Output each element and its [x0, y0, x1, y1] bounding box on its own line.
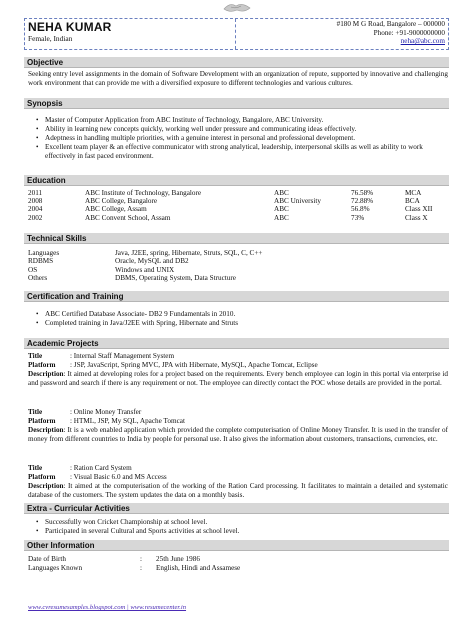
header-divider — [235, 19, 236, 49]
education-row — [28, 197, 448, 205]
edu-institute: ABC Convent School, Assam — [85, 213, 171, 222]
edu-degree: BCA — [405, 197, 420, 206]
extra-item: • Successfully won Cricket Championship at school level. — [36, 518, 448, 527]
section-certification-heading: Certification and Training — [24, 291, 449, 302]
section-skills-heading: Technical Skills — [24, 233, 449, 244]
skill-value: Java, J2EE, spring, Hibernate, Struts, SQL, C, C++ — [115, 249, 263, 257]
handshake-logo-icon — [222, 0, 252, 14]
project-platform-label: Platform — [28, 417, 56, 425]
certification-list — [36, 310, 448, 328]
project-platform: : JSP, JavaScript, Spring MVC, JPA with Hibernate, MySQL, Apache Tomcat, Eclipse — [70, 361, 318, 369]
project-platform-label: Platform — [28, 361, 56, 369]
edu-percent: 56.8% — [351, 205, 370, 214]
project-title-label: Title — [28, 408, 43, 416]
edu-board: ABC — [274, 189, 289, 197]
skill-label: Languages — [28, 249, 60, 257]
info-colon: : — [140, 564, 142, 572]
skill-value: Windows and UNIX — [115, 265, 175, 274]
synopsis-list — [36, 116, 448, 161]
edu-percent: 73% — [351, 213, 365, 222]
edu-degree: MCA — [405, 189, 422, 197]
info-value: 25th June 1986 — [156, 555, 200, 563]
info-row — [28, 564, 448, 573]
project-platform-label: Platform — [28, 473, 56, 481]
candidate-name: NEHA KUMAR — [28, 20, 112, 34]
certification-item: • Completed training in Java/J2EE with Spring, Hibernate and Struts — [36, 319, 448, 328]
info-colon: : — [140, 555, 142, 563]
skill-row — [28, 249, 448, 257]
skill-label: OS — [28, 265, 38, 274]
candidate-subtitle: Female, Indian — [28, 34, 73, 43]
project-description-label: Description — [28, 426, 64, 434]
edu-year: 2004 — [28, 205, 43, 214]
skill-value: Oracle, MySQL and DB2 — [115, 257, 189, 266]
project-title: : Internal Staff Management System — [70, 352, 175, 360]
education-row — [28, 214, 448, 222]
edu-year: 2011 — [28, 189, 43, 197]
education-row — [28, 205, 448, 213]
address-text: #180 M G Road, Bangalore – 000000 — [336, 20, 445, 28]
certification-item: • ABC Certified Database Associate- DB2 9 Fundamentals in 2010. — [36, 310, 448, 319]
project-description-label: Description — [28, 482, 64, 490]
section-extra-heading: Extra - Curricular Activities — [24, 503, 449, 514]
edu-board: ABC — [274, 205, 289, 214]
section-education-heading: Education — [24, 175, 449, 186]
section-synopsis-heading: Synopsis — [24, 98, 449, 109]
project-title-label: Title — [28, 352, 43, 360]
edu-institute: ABC Institute of Technology, Bangalore — [85, 189, 202, 197]
edu-percent: 72.88% — [351, 197, 374, 206]
resume-header — [24, 18, 449, 50]
footer-links[interactable]: www.cvresumesamples.blogspot.com | www.resumecenter.in — [28, 604, 187, 611]
edu-percent: 76.58% — [351, 189, 374, 197]
skills-table — [28, 249, 448, 283]
edu-year: 2008 — [28, 197, 43, 206]
skill-label: Others — [28, 274, 48, 283]
edu-degree: Class XII — [405, 205, 433, 214]
extra-list — [36, 518, 448, 536]
synopsis-item: • Adeptness in handling multiple priorities, with a genuine interest in personal and professional development. — [36, 134, 448, 143]
project-description: : It aimed at developing roles for a project based on the requirements. Every bench employee can login in this portal via enterprise id and password and search if there is any requirement or not. The employee can directly contact the POC whose details are provided in the portal. — [28, 370, 448, 387]
skill-row — [28, 274, 448, 282]
skill-row — [28, 257, 448, 265]
education-table — [28, 189, 448, 222]
project-platform: : Visual Basic 6.0 and MS Access — [70, 473, 167, 481]
info-value: English, Hindi and Assamese — [156, 564, 241, 572]
project-description: : It aimed at the computerisation of the working of the Ration Card processing. It facilitates to maintain a detailed and systematic database of the customers. The system updates the data on a monthly basis. — [28, 482, 448, 499]
info-row — [28, 555, 448, 564]
extra-item: • Participated in several Cultural and Sports activities at school level. — [36, 527, 448, 536]
project-platform: : HTML, JSP, My SQL, Apache Tomcat — [70, 417, 185, 425]
skill-label: RDBMS — [28, 257, 54, 266]
contact-block — [337, 20, 445, 46]
edu-board: ABC University — [274, 197, 321, 206]
edu-year: 2002 — [28, 213, 43, 222]
synopsis-item: • Master of Computer Application from ABC Institute of Technology, Bangalore, ABC University. — [36, 116, 448, 125]
edu-institute: ABC College, Bangalore — [85, 197, 158, 206]
project-title: : Online Money Transfer — [70, 408, 142, 416]
edu-institute: ABC College, Assam — [85, 205, 147, 214]
section-objective-heading: Objective — [24, 57, 449, 68]
skill-value: DBMS, Operating System, Data Structure — [115, 274, 236, 283]
skill-row — [28, 266, 448, 274]
project-block — [28, 352, 448, 388]
synopsis-item: • Ability in learning new concepts quickly, working well under pressure and communicating ideas effectively. — [36, 125, 448, 134]
project-description: : It is a web enabled application which provided the complete computerisation of Online Money Transfer. It is used in the transfer of money from different countries to India by people for personal use. It also gives the information about customers, transactions, currencies, etc. — [28, 426, 448, 443]
project-block — [28, 408, 448, 444]
phone-text: Phone: +91-9000000000 — [373, 28, 445, 37]
edu-board: ABC — [274, 213, 289, 222]
info-label: Date of Birth — [28, 555, 66, 563]
other-info-table — [28, 555, 448, 573]
project-title: : Ration Card System — [70, 464, 132, 472]
project-block — [28, 464, 448, 500]
synopsis-item: • Excellent team player & an effective communicator with strong analytical, leadership, interpersonal skills as well as ability to work effectively in fast paced environment. — [36, 143, 448, 161]
education-row — [28, 189, 448, 197]
project-title-label: Title — [28, 464, 43, 472]
section-other-heading: Other Information — [24, 540, 449, 551]
objective-text: Seeking entry level assignments in the domain of Software Development with an organization of repute, supported by innovative and challenging work environment that can provide me with a diversified exposure to different technologies and various cultures. — [28, 70, 448, 87]
email-link[interactable]: neha@abc.com — [400, 37, 445, 46]
section-projects-heading: Academic Projects — [24, 338, 449, 349]
project-description-label: Description — [28, 370, 64, 378]
edu-degree: Class X — [405, 213, 428, 222]
info-label: Languages Known — [28, 564, 83, 572]
